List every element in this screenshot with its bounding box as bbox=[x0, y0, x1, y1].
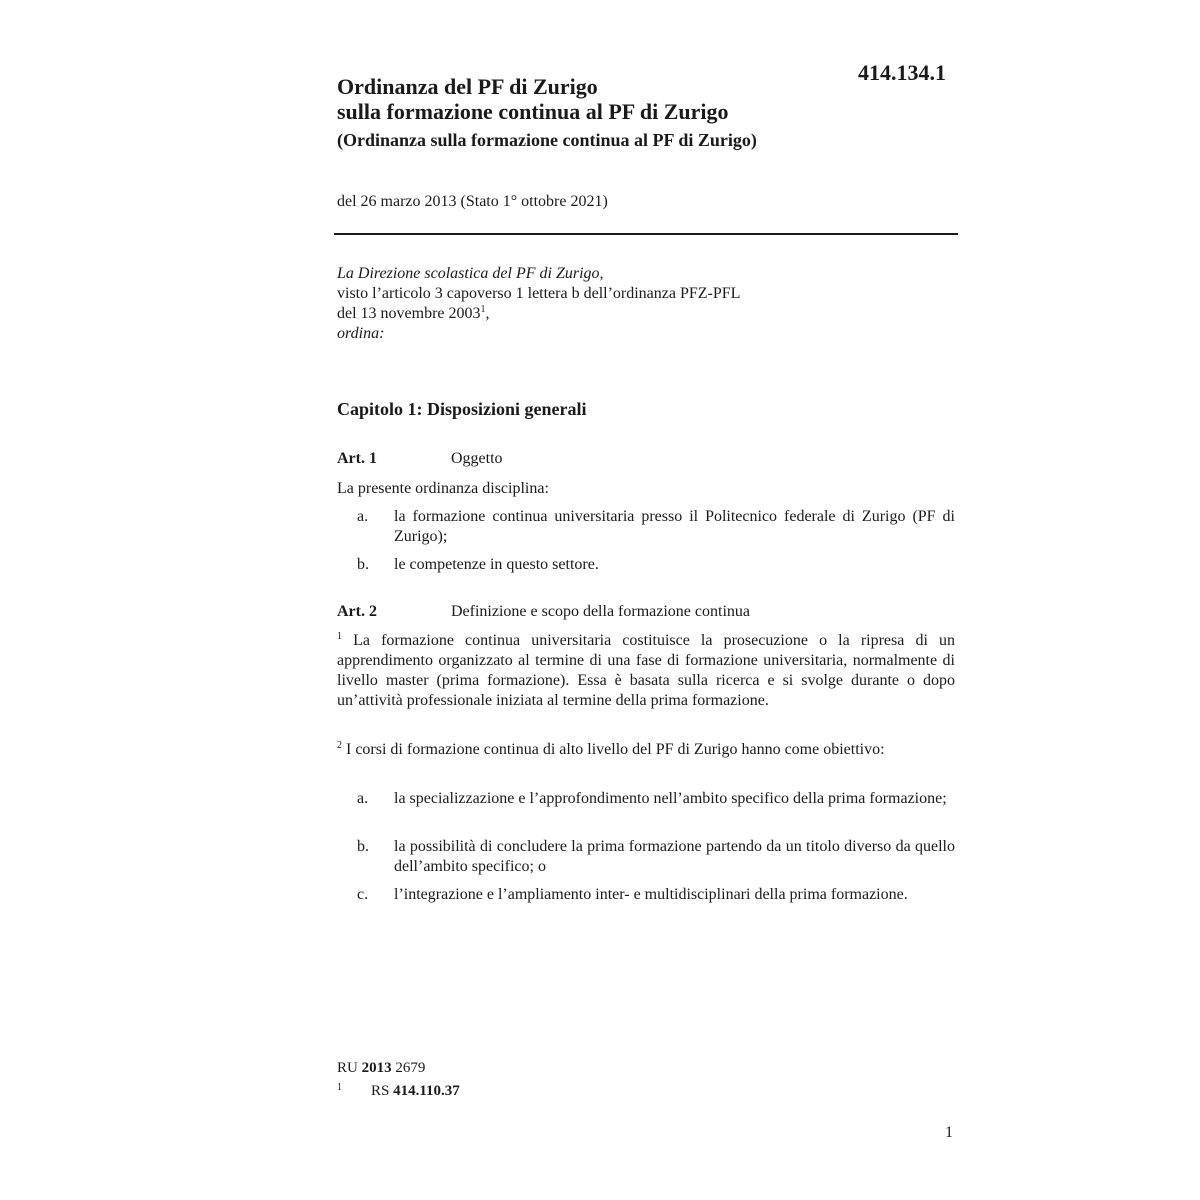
title-line-1: Ordinanza del PF di Zurigo bbox=[337, 74, 598, 99]
article-2-paragraph-1 bbox=[337, 631, 955, 711]
preamble-basis-1: visto l’articolo 3 capoverso 1 lettera b dell’ordinanza PFZ-PFL bbox=[337, 285, 741, 302]
document-date: del 26 marzo 2013 (Stato 1° ottobre 2021) bbox=[337, 193, 608, 210]
preamble bbox=[337, 264, 957, 344]
footnote-mark: 1 bbox=[337, 1082, 342, 1093]
paragraph-text: I corsi di formazione continua di alto livello del PF di Zurigo hanno come obiettivo: bbox=[346, 741, 885, 758]
document-subtitle: (Ordinanza sulla formazione continua al PF di Zurigo) bbox=[337, 130, 757, 150]
article-2-title: Definizione e scopo della formazione continua bbox=[451, 603, 750, 620]
ru-prefix: RU bbox=[337, 1060, 358, 1076]
list-text: l’integrazione e l’ampliamento inter- e multidisciplinari della prima formazione. bbox=[394, 886, 908, 903]
document-title bbox=[337, 74, 837, 124]
list-letter: a. bbox=[357, 508, 369, 525]
rs-prefix: RS bbox=[371, 1083, 390, 1099]
article-1-title: Oggetto bbox=[451, 450, 503, 467]
list-text: le competenze in questo settore. bbox=[394, 556, 599, 573]
header-divider bbox=[334, 233, 958, 235]
article-1-intro: La presente ordinanza disciplina: bbox=[337, 480, 549, 497]
page-number: 1 bbox=[945, 1124, 953, 1141]
article-2-item-b bbox=[357, 837, 955, 877]
rs-number[interactable]: 414.110.37 bbox=[393, 1083, 460, 1099]
list-letter: c. bbox=[357, 886, 369, 903]
preamble-basis-2 bbox=[337, 304, 957, 324]
list-letter: b. bbox=[357, 556, 369, 573]
list-text: la formazione continua universitaria presso il Politecnico federale di Zurigo (PF di Zurigo); bbox=[394, 508, 955, 545]
document-number: 414.134.1 bbox=[858, 60, 946, 85]
list-text: la possibilità di concludere la prima formazione partendo da un titolo diverso da quello dell’ambito specifico; o bbox=[394, 838, 955, 875]
ru-year: 2013 bbox=[361, 1060, 392, 1076]
article-2-heading bbox=[337, 603, 750, 621]
article-1-item-b bbox=[357, 555, 955, 575]
preamble-authority: La Direzione scolastica del PF di Zurigo, bbox=[337, 265, 604, 282]
preamble-decree: ordina: bbox=[337, 325, 385, 342]
article-1-heading bbox=[337, 450, 503, 468]
ru-page: 2679 bbox=[395, 1060, 426, 1076]
article-1-number: Art. 1 bbox=[337, 450, 377, 467]
preamble-basis-2-text: del 13 novembre 2003 bbox=[337, 305, 481, 322]
article-2-number: Art. 2 bbox=[337, 603, 377, 620]
article-1-item-a bbox=[357, 507, 955, 547]
preamble-basis-suffix: , bbox=[485, 305, 490, 322]
article-2-paragraph-2 bbox=[337, 740, 955, 760]
list-text: la specializzazione e l’approfondimento nell’ambito specifico della prima formazione; bbox=[394, 790, 947, 807]
paragraph-number: 2 bbox=[337, 740, 342, 751]
chapter-heading: Capitolo 1: Disposizioni generali bbox=[337, 399, 587, 419]
list-letter: a. bbox=[357, 790, 369, 807]
list-letter: b. bbox=[357, 838, 369, 855]
page-footer bbox=[337, 1058, 460, 1101]
title-line-2: sulla formazione continua al PF di Zurigo bbox=[337, 99, 729, 124]
official-compilation-ref bbox=[337, 1058, 460, 1078]
article-2-item-a bbox=[357, 789, 955, 809]
footnote-1 bbox=[337, 1078, 460, 1101]
paragraph-text: La formazione continua universitaria costituisce la prosecuzione o la ripresa di un apprendimento organizzato al termine di una fase di formazione universitaria, normalmente di livello master (prima formazione). Essa è basata sulla ricerca e si svolge durante o dopo un’attività professionale iniziata al termine della prima formazione. bbox=[337, 632, 956, 709]
article-2-item-c bbox=[357, 885, 955, 905]
footnote-ref-1[interactable]: 1 bbox=[480, 304, 486, 315]
paragraph-number: 1 bbox=[337, 631, 342, 642]
